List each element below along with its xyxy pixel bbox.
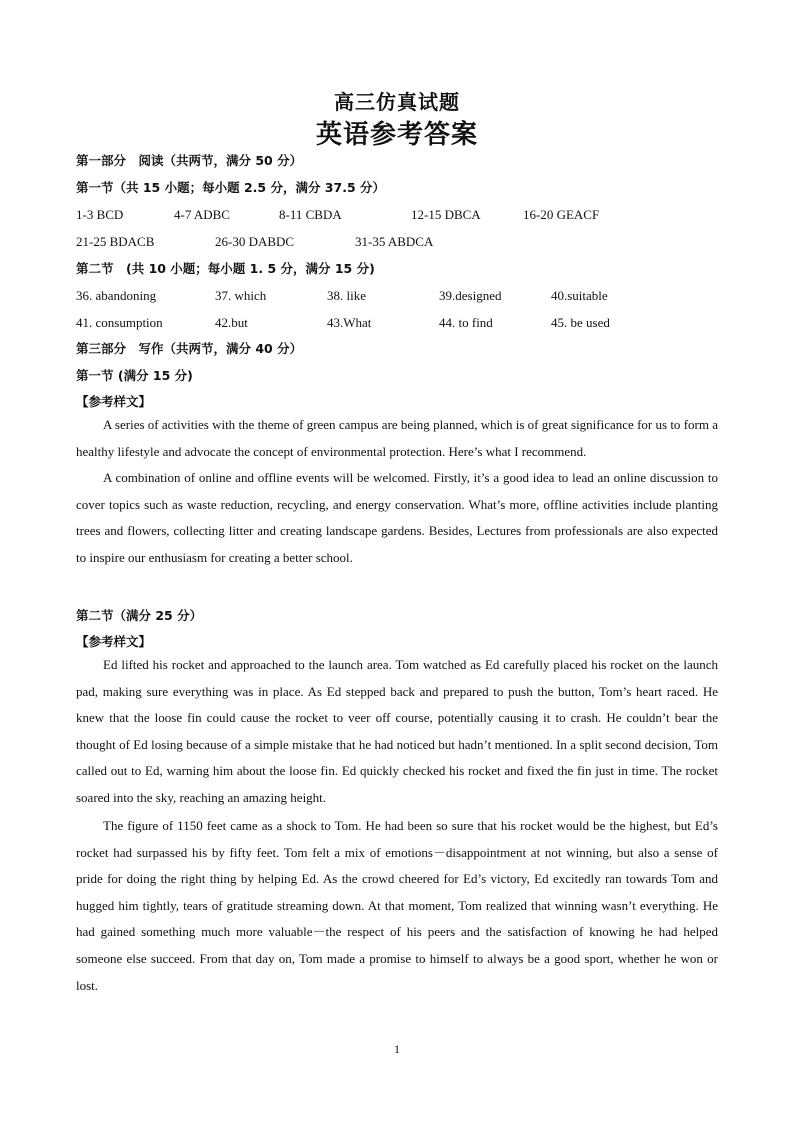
answer-group: 1-3 BCD — [76, 207, 124, 222]
sample-essay-label: 【参考样文】 — [76, 634, 152, 649]
part3-section2-heading: 第二节（满分 25 分） — [76, 608, 203, 623]
answer-group: 21-25 BDACB — [76, 234, 155, 249]
sample-essay-label: 【参考样文】 — [76, 394, 152, 409]
essay-paragraph: Ed lifted his rocket and approached to the launch area. Tom watched as Ed carefully placed his rocket on the launch pad, making sure everything was in place. As Ed stepped back and prepared to push the button, Tom’s heart raced. He knew that the loose fin could cause the rocket to veer off course, potentially causing it to crash. He couldn’t bear the thought of Ed losing because of a simple mistake that he had noticed but hadn’t mentioned. In a split second decision, Tom called out to Ed, warning him about the loose fin. Ed quickly checked his rocket and fixed the fin just in time. The rocket soared into the sky, reaching an amazing height. — [76, 657, 718, 805]
answer-group: 31-35 ABDCA — [355, 234, 434, 249]
part3-heading: 第三部分 写作（共两节，满分 40 分） — [76, 341, 303, 356]
fill-answer: 45. be used — [551, 315, 610, 330]
part1-section2-heading: 第二节 (共 10 小题；每小题 1. 5 分，满分 15 分) — [76, 261, 375, 276]
fill-answer: 38. like — [327, 288, 366, 303]
part3-section1-heading: 第一节 (满分 15 分) — [76, 368, 193, 383]
part1-heading: 第一部分 阅读（共两节，满分 50 分） — [76, 153, 303, 168]
answer-key-title: 英语参考答案 — [315, 120, 478, 150]
fill-answer: 44. to find — [439, 315, 493, 330]
fill-answer: 42.but — [215, 315, 248, 330]
fill-answer: 39.designed — [439, 288, 502, 303]
fill-answer: 41. consumption — [76, 315, 163, 330]
essay-paragraph: A combination of online and offline events will be welcomed. Firstly, it’s a good idea to lead an online discussion to cover topics such as waste reduction, recycling, and energy conservation. What’s more, offline activities include planting trees and flowers, collecting litter and creating landscape gardens. Besides, Lectures from professionals are also expected to inspire our enthusiasm for creating a better school. — [76, 470, 718, 565]
essay-paragraph: A series of activities with the theme of green campus are being planned, which is of great significance for us to form a healthy lifestyle and advocate the concept of environmental protection. Here’s what I recommend. — [76, 417, 718, 459]
answer-group: 16-20 GEACF — [523, 207, 600, 222]
fill-answer: 37. which — [215, 288, 267, 303]
fill-answer: 40.suitable — [551, 288, 608, 303]
answer-group: 4-7 ADBC — [174, 207, 230, 222]
part1-section1-heading: 第一节（共 15 小题；每小题 2.5 分，满分 37.5 分） — [76, 180, 385, 195]
essay-paragraph: The figure of 1150 feet came as a shock to Tom. He had been so sure that his rocket would be the highest, but Ed’s rocket had surpassed his by fifty feet. Tom felt a mix of emotions－disappointment at not winning, but also a sense of pride for doing the right thing by helping Ed. As the crowd cheered for Ed’s victory, Ed excitedly ran towards Tom and hugged him tightly, tears of gratitude streaming down. At that moment, Tom realized that winning wasn’t everything. He had gained something much more valuable－the respect of his peers and the satisfaction of knowing he had helped someone else succeed. From that day on, Tom made a promise to himself to always be a good sport, whether he won or lost. — [76, 818, 718, 993]
fill-answer: 36. abandoning — [76, 288, 157, 303]
fill-answer: 43.What — [327, 315, 372, 330]
answer-group: 8-11 CBDA — [279, 207, 342, 222]
exam-title: 高三仿真试题 — [334, 90, 460, 114]
page-number: 1 — [394, 1042, 400, 1056]
answer-group: 12-15 DBCA — [411, 207, 481, 222]
answer-group: 26-30 DABDC — [215, 234, 295, 249]
